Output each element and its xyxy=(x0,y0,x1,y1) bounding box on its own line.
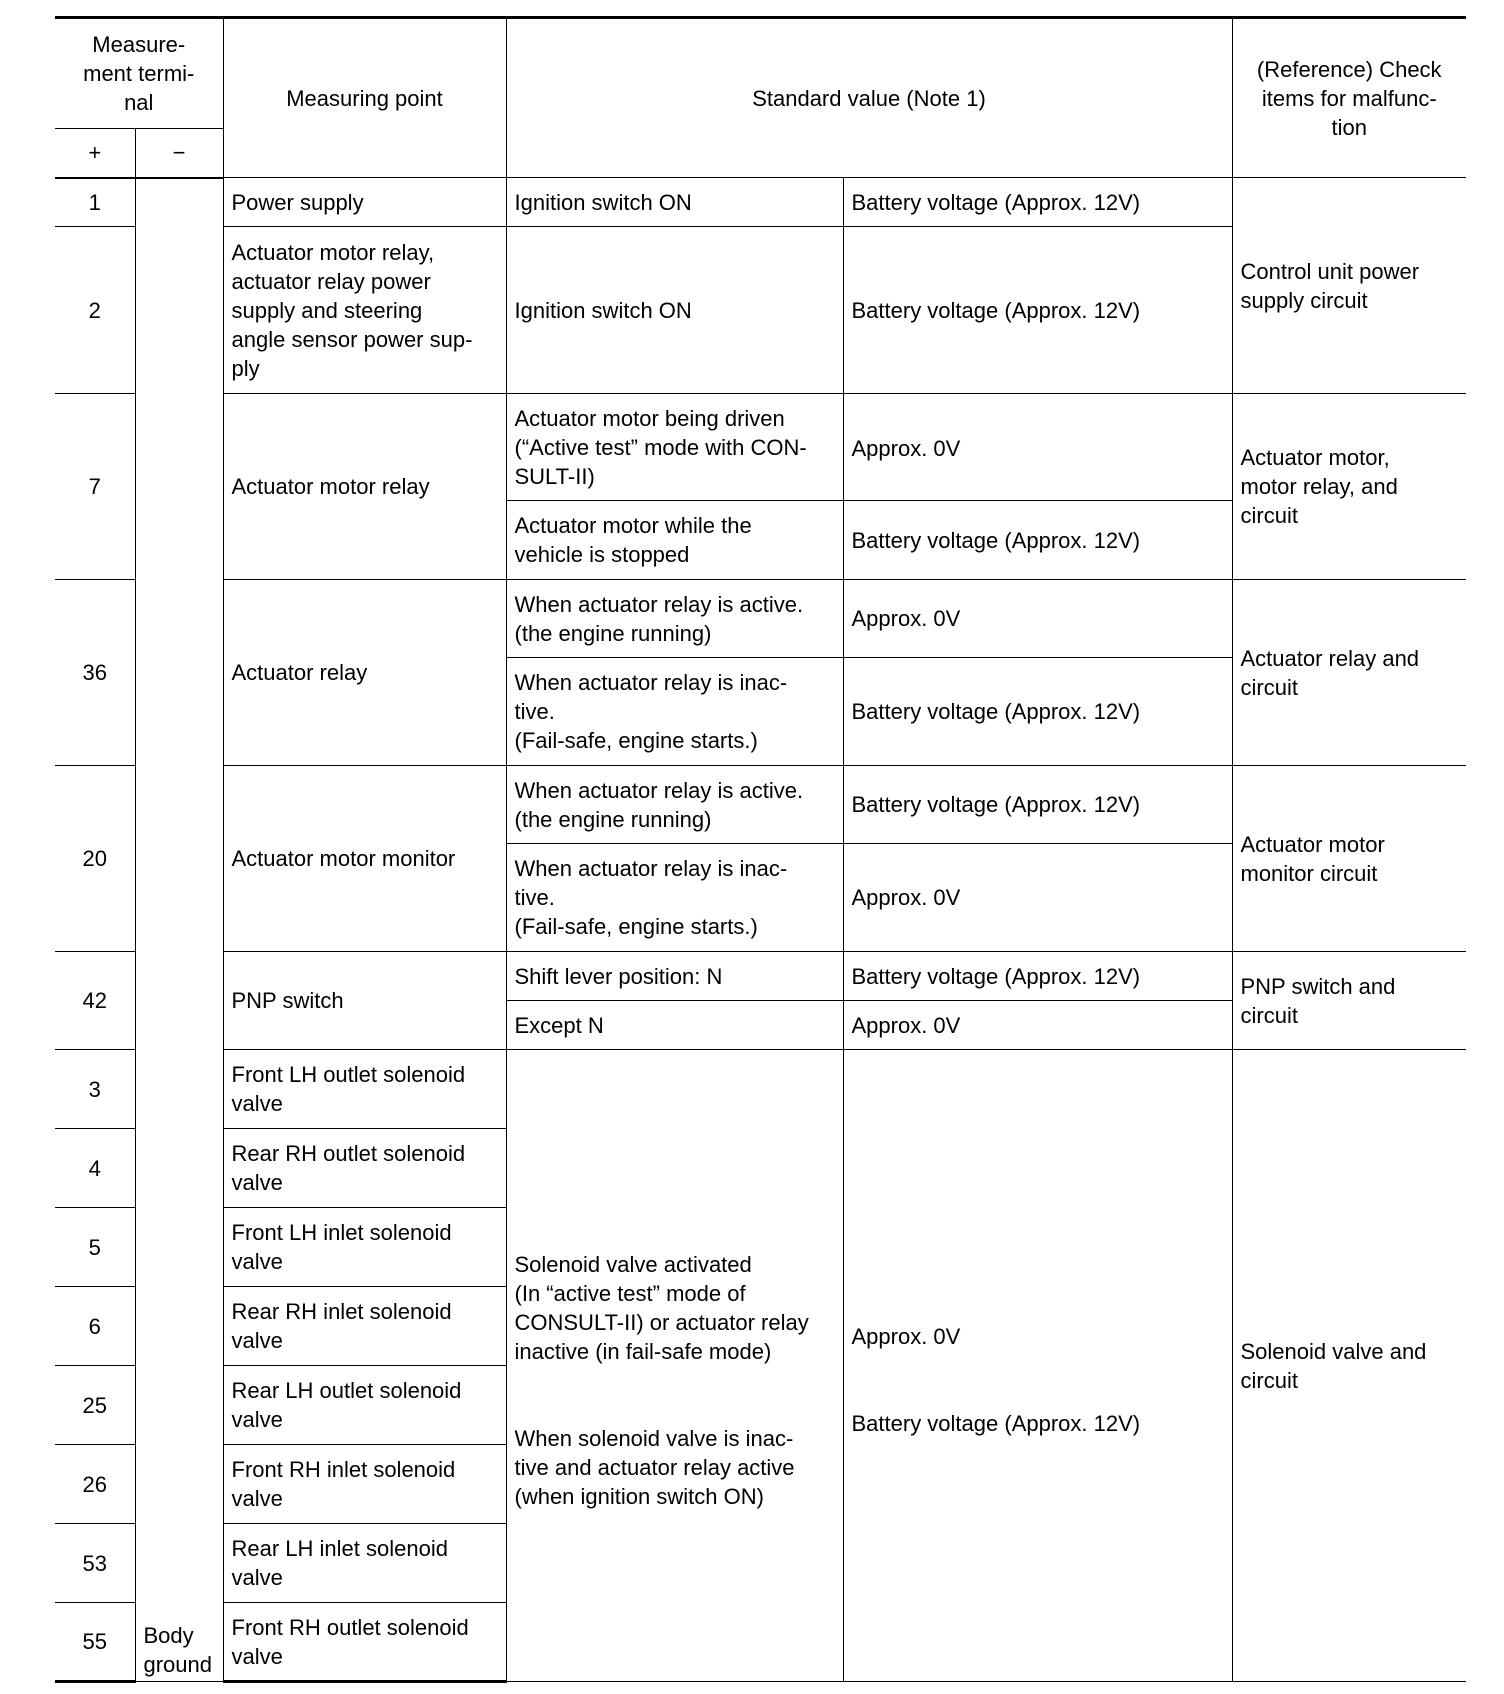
check-item: Actuator motor monitor circuit xyxy=(1232,766,1466,952)
standard-value: Approx. 0V xyxy=(843,580,1232,658)
measuring-point: Power supply xyxy=(223,178,506,227)
standard-value: Battery voltage (Approx. 12V) xyxy=(843,766,1232,844)
terminal-number: 53 xyxy=(55,1524,135,1603)
terminal-number: 55 xyxy=(55,1603,135,1682)
check-item: Actuator motor, motor relay, and circuit xyxy=(1232,394,1466,580)
check-item: Actuator relay and circuit xyxy=(1232,580,1466,766)
header-plus: + xyxy=(55,129,135,178)
terminal-number: 2 xyxy=(55,227,135,394)
header-minus: − xyxy=(135,129,223,178)
condition: When solenoid valve is inac- tive and actuator relay active (when ignition switch ON) xyxy=(514,1425,795,1509)
measuring-point: Front RH outlet solenoid valve xyxy=(223,1603,506,1682)
solenoid-values xyxy=(843,1050,1232,1682)
standard-value: Approx. 0V xyxy=(843,844,1232,952)
measuring-point: Rear RH inlet solenoid valve xyxy=(223,1287,506,1366)
check-item: PNP switch and circuit xyxy=(1232,952,1466,1050)
header-measurement-terminal: Measure- ment termi- nal xyxy=(55,18,223,129)
measuring-point: Rear RH outlet solenoid valve xyxy=(223,1129,506,1208)
terminal-number: 36 xyxy=(55,580,135,766)
condition: Actuator motor being driven (“Active test” mode with CON- SULT-II) xyxy=(506,394,843,501)
condition: Shift lever position: N xyxy=(506,952,843,1001)
condition: Actuator motor while the vehicle is stopped xyxy=(506,501,843,580)
measuring-point: PNP switch xyxy=(223,952,506,1050)
check-item: Solenoid valve and circuit xyxy=(1232,1050,1466,1682)
document-page xyxy=(55,16,1466,1683)
terminal-number: 3 xyxy=(55,1050,135,1129)
measuring-point: Rear LH outlet solenoid valve xyxy=(223,1366,506,1445)
condition: When actuator relay is inac- tive. (Fail-safe, engine starts.) xyxy=(506,658,843,766)
terminal-number: 1 xyxy=(55,178,135,227)
standard-value: Battery voltage (Approx. 12V) xyxy=(843,501,1232,580)
condition: Except N xyxy=(506,1001,843,1050)
condition: When actuator relay is active. (the engine running) xyxy=(506,766,843,844)
measuring-point: Actuator motor monitor xyxy=(223,766,506,952)
condition: When actuator relay is inac- tive. (Fail-safe, engine starts.) xyxy=(506,844,843,952)
condition: When actuator relay is active. (the engine running) xyxy=(506,580,843,658)
header-check-items: (Reference) Check items for malfunc- tion xyxy=(1232,18,1466,178)
terminal-number: 42 xyxy=(55,952,135,1050)
terminal-number: 5 xyxy=(55,1208,135,1287)
terminal-number: 25 xyxy=(55,1366,135,1445)
condition: Ignition switch ON xyxy=(506,178,843,227)
measuring-point: Front LH inlet solenoid valve xyxy=(223,1208,506,1287)
measuring-point: Front RH inlet solenoid valve xyxy=(223,1445,506,1524)
standard-value: Approx. 0V xyxy=(843,1001,1232,1050)
check-item: Control unit power supply circuit xyxy=(1232,178,1466,394)
header-standard-value: Standard value (Note 1) xyxy=(506,18,1232,178)
standard-value: Battery voltage (Approx. 12V) xyxy=(843,227,1232,394)
terminal-spec-table xyxy=(55,16,1466,1683)
standard-value: Battery voltage (Approx. 12V) xyxy=(843,658,1232,766)
body-ground-label: Body ground xyxy=(135,178,223,1682)
measuring-point: Actuator relay xyxy=(223,580,506,766)
condition: Solenoid valve activated (In “active test” mode of CONSULT-II) or actuator relay inactive (in fail-safe mode) xyxy=(514,1251,809,1364)
standard-value: Approx. 0V xyxy=(843,394,1232,501)
measuring-point: Rear LH inlet solenoid valve xyxy=(223,1524,506,1603)
spacer xyxy=(852,1351,1224,1380)
terminal-number: 26 xyxy=(55,1445,135,1524)
header-measuring-point: Measuring point xyxy=(223,18,506,178)
spacer xyxy=(515,1366,835,1395)
terminal-number: 4 xyxy=(55,1129,135,1208)
standard-value: Battery voltage (Approx. 12V) xyxy=(843,178,1232,227)
standard-value: Approx. 0V xyxy=(851,1324,961,1349)
measuring-point: Front LH outlet solenoid valve xyxy=(223,1050,506,1129)
standard-value: Battery voltage (Approx. 12V) xyxy=(843,952,1232,1001)
terminal-number: 20 xyxy=(55,766,135,952)
measuring-point: Actuator motor relay, actuator relay power supply and steering angle sensor power sup- ply xyxy=(223,227,506,394)
condition: Ignition switch ON xyxy=(506,227,843,394)
solenoid-conditions xyxy=(506,1050,843,1682)
terminal-number: 7 xyxy=(55,394,135,580)
measuring-point: Actuator motor relay xyxy=(223,394,506,580)
terminal-number: 6 xyxy=(55,1287,135,1366)
standard-value: Battery voltage (Approx. 12V) xyxy=(851,1411,1141,1436)
